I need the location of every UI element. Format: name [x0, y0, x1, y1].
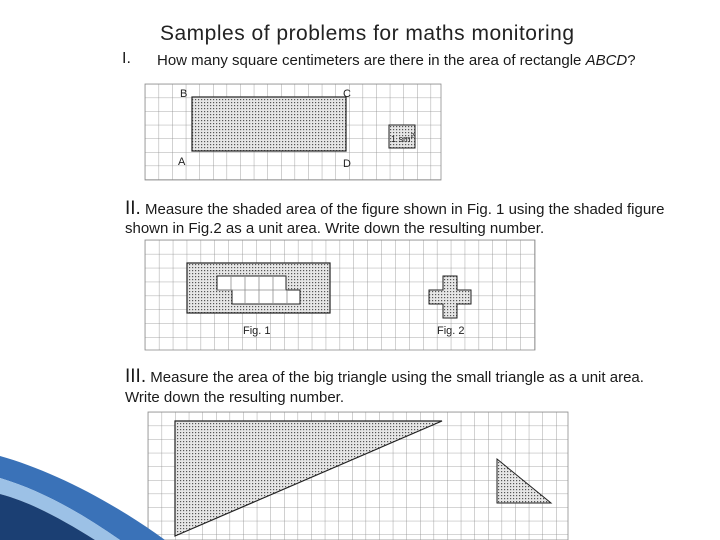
problem2-question-line2: shown in Fig.2 as a unit area. Write down the resulting number.	[125, 220, 545, 237]
vertex-c-label: C	[343, 88, 351, 100]
problem1-question: How many square centimeters are there in the area of rectangle ABCD?	[157, 52, 636, 69]
rectangle-abcd	[192, 97, 346, 151]
problem3-question-line2: Write down the resulting number.	[125, 389, 345, 406]
vertex-d-label: D	[343, 158, 351, 170]
fig1-caption: Fig. 1	[243, 325, 271, 337]
problem1-numeral: I.	[122, 50, 131, 67]
vertex-a-label: A	[178, 156, 186, 168]
problem2-numeral: II.	[125, 198, 141, 219]
decorative-swoosh	[0, 456, 165, 540]
problem3-numeral: III.	[125, 366, 147, 387]
fig2-caption: Fig. 2	[437, 325, 465, 337]
page-title: Samples of problems for maths monitoring	[160, 22, 575, 45]
problem2-question-line1: II. Measure the shaded area of the figure shown in Fig. 1 using the shaded figure	[125, 198, 665, 219]
problem3-question-line1: III. Measure the area of the big triangle using the small triangle as a unit area.	[125, 366, 644, 387]
vertex-b-label: B	[180, 88, 188, 100]
unit-square-label: 1 $sm^2$	[391, 133, 415, 144]
problem3-figure	[148, 412, 568, 540]
problem2-figure	[145, 240, 535, 350]
problem1-figure	[145, 84, 441, 180]
